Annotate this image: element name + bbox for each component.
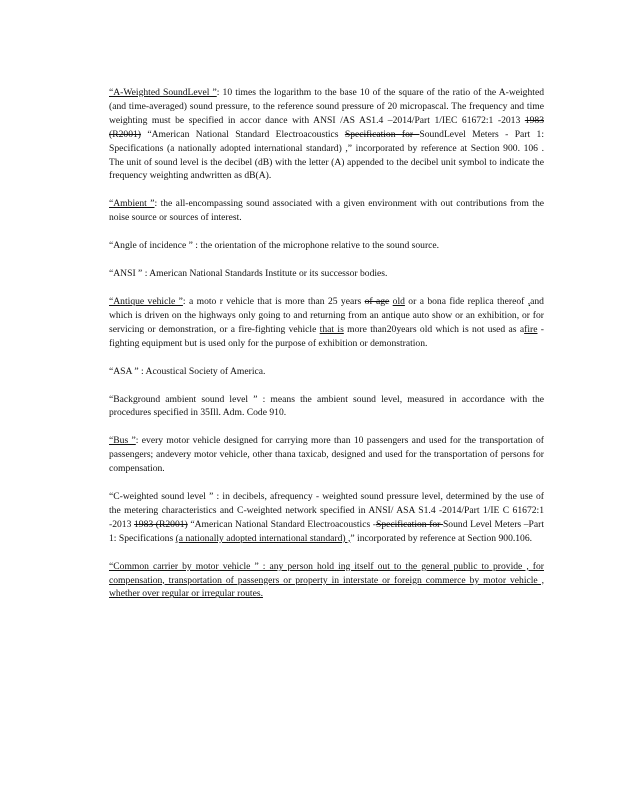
definition-text: more than20years old which is not used as a (343, 323, 525, 335)
definition-text: “ASA ” : Acoustical Society of America. (109, 365, 266, 377)
definition-angle-of-incidence (109, 239, 544, 253)
definition-text: : the all-encompassing sound associated with a given environment with out contributions from the noise source or sources of interest. (109, 198, 544, 224)
definition-text: : every motor vehicle designed for carrying more than 10 passengers and used for the transportation of passengers; andevery motor vehicle, other thana taxicab, designed and used for the transportation of persons for compensation. (109, 435, 544, 475)
underlined-insertion: (a nationally adopted international standard) , (175, 532, 351, 544)
definition-text: : 10 times the logarithm to the base 10 of the square of the ratio of the A-weighted (and time-averaged) sound pressure, to the reference sound pressure of 20 micropascal. The frequency and time weighting must be specified in accor dance with ANSI /AS AS1.4 –2014/Part 1/IEC 61672:1 -2013 (109, 87, 544, 126)
definition-text: “American National Standard Electroacoustics - (187, 518, 376, 530)
definition-antique-vehicle (109, 295, 544, 351)
definition-c-weighted (109, 490, 544, 546)
underlined-insertion: “Bus ” (109, 435, 136, 447)
definition-text: : a moto r vehicle that is more than 25 years (182, 295, 365, 307)
definition-text: ” incorporated by reference at Section 900.106. (350, 532, 533, 544)
underlined-insertion: old (392, 295, 405, 307)
struck-deletion: Specification for (375, 518, 443, 530)
underlined-insertion: fire (524, 323, 538, 335)
definition-text: “American National Standard Electroacoustics (140, 128, 345, 140)
struck-deletion: of age (364, 295, 390, 307)
underlined-insertion: “Ambient ” (109, 198, 155, 210)
struck-deletion: Specification for (344, 128, 420, 140)
definition-text: “Angle of incidence ” : the orientation of the microphone relative to the sound source. (109, 240, 440, 252)
definition-text: and which is driven on the highways only going to and returning from an antique auto show or an exhibition, or for servicing or demonstration, or a fire-fighting vehicle (109, 295, 544, 335)
definition-text: SoundLevel Meters - Part 1: Specifications (a nationally adopted international standard) ,” incorporated by reference at Section 900. 106 . The unit of sound level is the decibel (dB) with the letter (A) appended to the decibel unit symbol to indicate the frequency weighting andwritten as dB(A). (109, 128, 544, 182)
underlined-insertion: “A-Weighted SoundLevel ” (109, 87, 217, 98)
definition-a-weighted (109, 86, 544, 183)
struck-deletion: 1983 (R2001) (109, 114, 544, 140)
definition-text: “C-weighted sound level ” : in decibels, afrequency - weighted sound pressure level, determined by the use of the metering characteristics and C-weighted network specified in ANSI/ ASA S1.4 -2014/Part 1/IE C 61672:1 -2013 (109, 491, 544, 530)
definition-background-ambient (109, 393, 544, 421)
definition-text: or a bona fide replica thereof (404, 295, 528, 307)
definition-text: “ANSI ” : American National Standards Institute or its successor bodies. (109, 268, 388, 280)
underlined-insertion: , (527, 295, 531, 307)
definitions-text (109, 86, 544, 615)
definition-ambient (109, 197, 544, 225)
underlined-insertion: “Antique vehicle ” (109, 295, 183, 307)
definition-text: Sound Level Meters –Part 1: Specifications (109, 518, 544, 544)
definition-text: -fighting equipment but is used only for the purpose of exhibition or demonstration. (109, 323, 545, 349)
struck-deletion: 1983 (R2001) (133, 518, 188, 530)
definition-ansi (109, 267, 544, 281)
underlined-insertion: that is (319, 323, 344, 335)
definition-text: “Background ambient sound level ” : means the ambient sound level, measured in accordance with the procedures specified in 35Ill. Adm. Code 910. (109, 393, 544, 419)
definition-asa (109, 365, 544, 379)
underlined-insertion: “Common carrier by motor vehicle ” : any person hold ing itself out to the general public to provide , for compensation, transportation of passengers or property in interstate or foreign commerce by motor vehicle , whether over regular or irregular routes. (109, 560, 544, 600)
definition-common-carrier (109, 560, 544, 602)
definition-bus (109, 434, 544, 476)
